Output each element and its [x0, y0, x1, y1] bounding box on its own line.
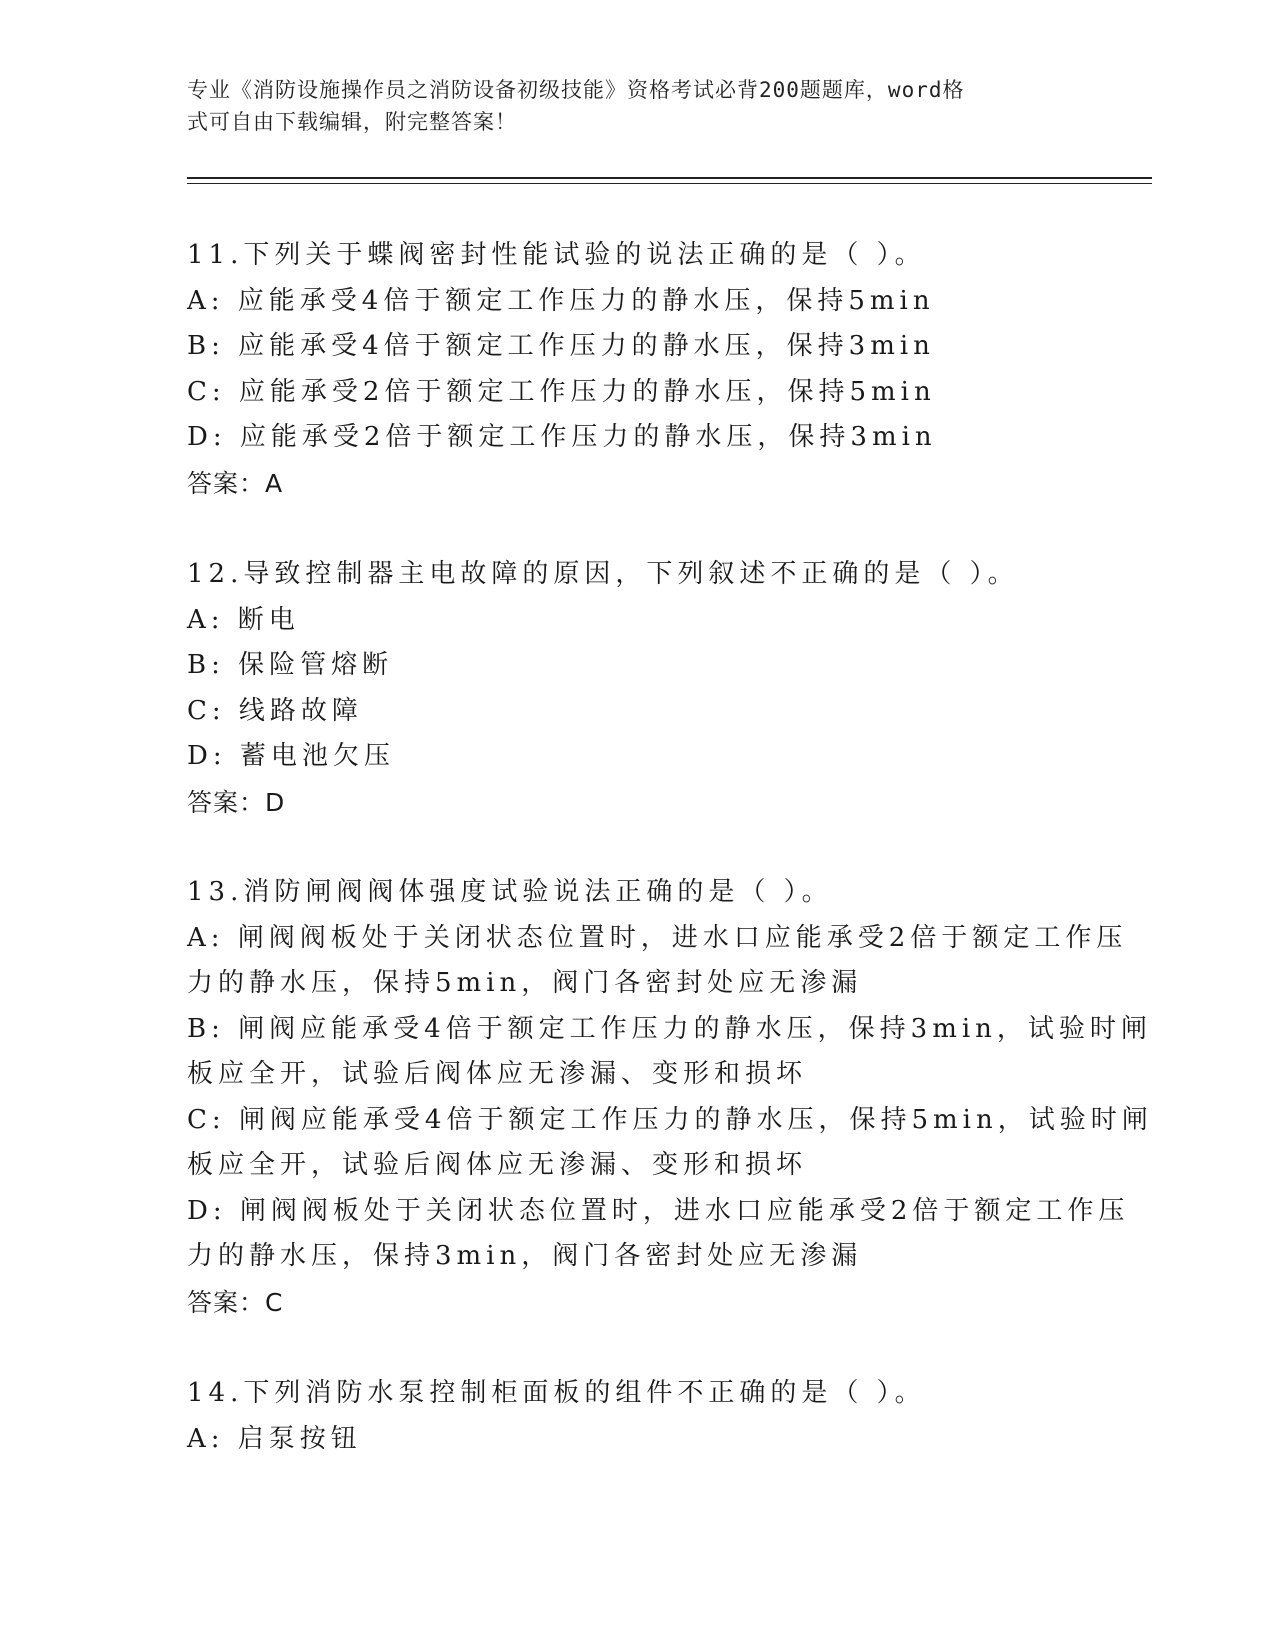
- question-11: [187, 233, 1087, 506]
- option-d: D: 应能承受2倍于额定工作压力的静水压，保持3min: [187, 422, 937, 452]
- option-a: A: 应能承受4倍于额定工作压力的静水压，保持5min: [187, 285, 935, 316]
- question-stem: 11.下列关于蝶阀密封性能试验的说法正确的是（ ）。: [187, 240, 926, 270]
- option-b: B: 保险管熔断: [187, 650, 394, 680]
- question-stem: 12.导致控制器主电故障的原因，下列叙述不正确的是（ ）。: [187, 559, 1019, 589]
- option-d-line-2: 力的静水压，保持3min，阀门各密封处应无渗漏: [187, 1241, 863, 1271]
- header-divider-thick: [187, 177, 1152, 179]
- header-line-1: 专业《消防设施操作员之消防设备初级技能》资格考试必背200题题库，word格: [187, 78, 965, 102]
- question-14: [187, 1371, 1087, 1462]
- option-a: A: 断电: [187, 604, 300, 635]
- option-c: C: 线路故障: [187, 695, 363, 726]
- question-stem: 14.下列消防水泵控制柜面板的组件不正确的是（ ）。: [187, 1378, 926, 1408]
- option-b-line-1: B: 闸阀应能承受4倍于额定工作压力的静水压，保持3min，试验时闸: [187, 1013, 1152, 1044]
- option-b: B: 应能承受4倍于额定工作压力的静水压，保持3min: [187, 331, 935, 361]
- question-13: [187, 870, 1153, 1325]
- document-header: [187, 74, 1067, 138]
- question-12: [187, 552, 1087, 825]
- question-stem: 13.消防闸阀阀体强度试验说法正确的是（ ）。: [187, 877, 833, 907]
- option-d: D: 蓄电池欠压: [187, 741, 395, 771]
- header-line-2: 式可自由下载编辑，附完整答案！: [187, 110, 517, 134]
- option-c-line-2: 板应全开，试验后阀体应无渗漏、变形和损坏: [187, 1150, 808, 1180]
- option-a: A: 启泵按钮: [187, 1423, 362, 1454]
- answer: 答案：D: [187, 787, 286, 817]
- option-c-line-1: C: 闸阀应能承受4倍于额定工作压力的静水压，保持5min，试验时闸: [187, 1104, 1153, 1135]
- option-a-line-1: A: 闸阀阀板处于关闭状态位置时，进水口应能承受2倍于额定工作压: [187, 922, 1128, 953]
- header-divider-thin: [187, 183, 1152, 184]
- option-a-line-2: 力的静水压，保持5min，阀门各密封处应无渗漏: [187, 968, 863, 998]
- option-d-line-1: D: 闸阀阀板处于关闭状态位置时，进水口应能承受2倍于额定工作压: [187, 1195, 1130, 1226]
- option-c: C: 应能承受2倍于额定工作压力的静水压，保持5min: [187, 376, 936, 407]
- answer: 答案：C: [187, 1287, 284, 1317]
- answer: 答案：A: [187, 468, 284, 498]
- option-b-line-2: 板应全开，试验后阀体应无渗漏、变形和损坏: [187, 1059, 808, 1089]
